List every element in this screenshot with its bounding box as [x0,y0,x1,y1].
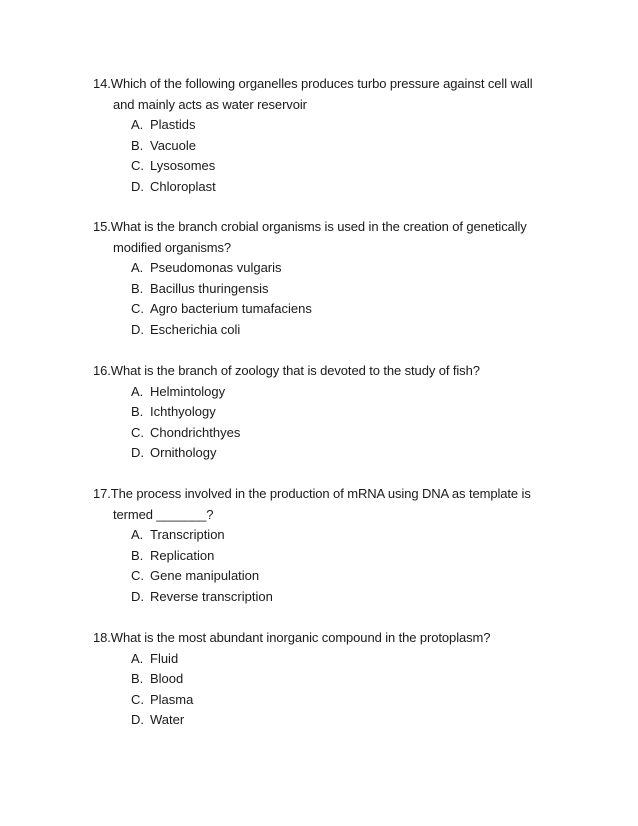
option-d [131,710,573,731]
question-text-line-2: and mainly acts as water reservoir [113,96,307,112]
option-letter: B. [131,280,144,296]
question-17 [93,484,573,607]
option-a [131,115,573,136]
question-15 [93,217,573,340]
option-letter: A. [131,527,144,542]
option-text: Chondrichthyes [150,424,241,440]
option-c [131,299,573,320]
option-letter: B. [131,137,144,153]
option-a [131,525,573,546]
option-text: Pseudomonas vulgaris [150,260,282,275]
option-letter: B. [131,671,144,686]
option-letter: B. [131,404,144,419]
option-b [131,546,573,567]
option-d [131,587,573,608]
option-text: Gene manipulation [150,568,260,583]
option-text: Replication [150,547,215,563]
option-text: Bacillus thuringensis [150,280,269,296]
option-letter: C. [131,301,144,316]
option-b [131,279,573,300]
option-text: Transcription [150,527,225,542]
option-list [93,525,573,607]
option-text: Ichthyology [150,404,216,419]
question-text-line-1: 14.Which of the following organelles produces turbo pressure against cell wall [93,76,533,91]
option-text: Water [150,712,185,727]
option-text: Fluid [150,650,179,666]
option-list [93,649,573,731]
question-text-line-1: 15.What is the branch crobial organisms is used in the creation of genetically [93,219,527,234]
option-b [131,136,573,157]
option-letter: D. [131,178,144,194]
option-b [131,402,573,423]
option-list [93,258,573,340]
option-text: Reverse transcription [150,588,273,604]
option-text: Escherichia coli [150,321,241,337]
option-c [131,423,573,444]
option-text: Plastids [150,117,196,132]
option-letter: D. [131,712,144,727]
option-letter: D. [131,445,144,460]
question-text-line-1: 18.What is the most abundant inorganic compound in the protoplasm? [93,630,491,645]
option-letter: A. [131,383,144,399]
option-letter: B. [131,547,144,563]
question-18 [93,628,573,731]
option-d [131,320,573,341]
option-a [131,649,573,670]
option-b [131,669,573,690]
question-16 [93,361,573,464]
question-14 [93,74,573,197]
option-c [131,156,573,177]
option-letter: C. [131,424,144,440]
option-text: Lysosomes [150,158,216,173]
option-letter: D. [131,321,144,337]
option-letter: C. [131,568,144,583]
option-c [131,690,573,711]
option-d [131,443,573,464]
option-letter: C. [131,691,144,707]
option-text: Helmintology [150,383,226,399]
option-text: Plasma [150,691,194,707]
option-text: Chloroplast [150,178,216,194]
option-letter: D. [131,588,144,604]
option-c [131,566,573,587]
question-text-line-1: 17.The process involved in the production of mRNA using DNA as template is [93,486,531,501]
option-letter: A. [131,117,144,132]
question-text-line-1: 16.What is the branch of zoology that is devoted to the study of fish? [93,363,480,378]
option-a [131,258,573,279]
option-text: Vacuole [150,137,197,153]
question-text-line-2: modified organisms? [113,239,232,255]
option-a [131,382,573,403]
option-text: Blood [150,671,184,686]
option-letter: A. [131,650,144,666]
option-text: Agro bacterium tumafaciens [150,301,312,316]
option-text: Ornithology [150,445,217,460]
option-letter: A. [131,260,144,275]
option-d [131,177,573,198]
question-text-line-2: termed _______? [113,506,214,522]
option-letter: C. [131,158,144,173]
option-list [93,382,573,464]
option-list [93,115,573,197]
